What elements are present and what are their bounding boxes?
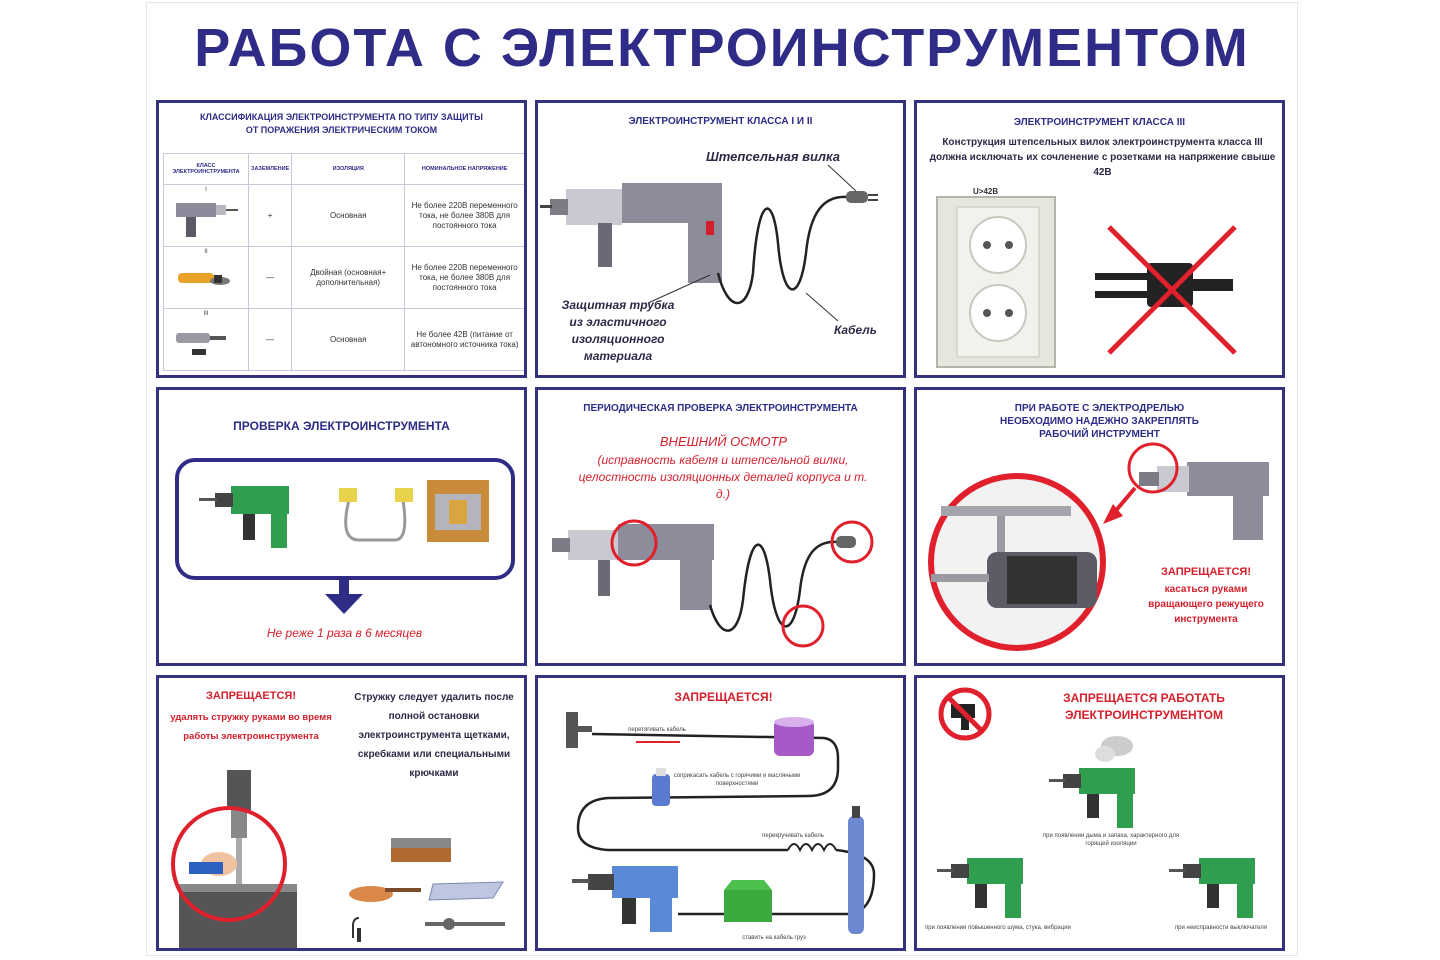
panel-class-3	[914, 100, 1285, 378]
table-header: ИЗОЛЯЦИЯ	[292, 154, 405, 185]
table-row	[164, 247, 525, 309]
caption-hot-surfaces: соприкасать кабель с горячими и масляными поверхностями	[673, 773, 801, 787]
forbidden-work-title: ЗАПРЕЩАЕТСЯ РАБОТАТЬ ЭЛЕКТРОИНСТРУМЕНТОМ	[1063, 691, 1225, 722]
ground-cell: —	[249, 247, 292, 309]
classification-table	[163, 153, 525, 371]
drill-check-illustration	[538, 390, 906, 666]
cable-misuse-illustration	[538, 678, 906, 951]
caption-pulling: перетягивать кабель	[628, 727, 686, 733]
voltage-cell: Не более 220В переменного тока, не более 380В для постоянного тока	[405, 247, 525, 309]
socket-label: U>42В	[973, 187, 999, 196]
socket-and-plug-illustration	[917, 103, 1285, 378]
prohibition-sign-icon	[941, 690, 989, 738]
cable-warning-heading: ЗАПРЕЩАЕТСЯ!	[674, 690, 773, 704]
page-title: РАБОТА С ЭЛЕКТРОИНСТРУМЕНТОМ	[194, 18, 1250, 78]
caption-weight: ставить на кабель груз	[742, 935, 806, 941]
panel-inspection	[156, 387, 527, 666]
poster	[146, 2, 1298, 956]
panel-classification-title: КЛАССИФИКАЦИЯ ЭЛЕКТРОИНСТРУМЕНТА ПО ТИПУ ЗАЩИТЫ ОТ ПОРАЖЕНИЯ ЭЛЕКТРИЧЕСКИМ ТОКОМ	[200, 112, 483, 135]
visual-inspection-details: (исправность кабеля и штепсельной вилки, целостность изоляционных деталей корпуса и т. д.)	[578, 453, 868, 501]
ground-cell: —	[249, 309, 292, 371]
drill-class-1-icon	[164, 185, 244, 245]
panel-periodic-check-title: ПЕРИОДИЧЕСКАЯ ПРОВЕРКА ЭЛЕКТРОИНСТРУМЕНТА	[583, 403, 858, 414]
panel-periodic-check	[535, 387, 906, 666]
class-cell	[164, 247, 249, 309]
panel-cable-rules	[535, 675, 906, 951]
table-header: ЗАЗЕМЛЕНИЕ	[249, 154, 292, 185]
chip-instruction: Стружку следует удалить после полной остановки электроинструмента щетками, скребками или специальными крючками	[354, 692, 514, 779]
inspection-equipment-illustration	[159, 390, 527, 666]
table-header-row	[164, 154, 525, 185]
panel-class-3-title: ЭЛЕКТРОИНСТРУМЕНТ КЛАССА III	[1013, 117, 1186, 128]
class-label: I	[205, 187, 207, 193]
panel-classification	[156, 100, 527, 378]
inspection-frequency: Не реже 1 раза в 6 месяцев	[266, 626, 423, 640]
chip-removal-illustration	[159, 678, 527, 951]
label-plug: Штепсельная вилка	[706, 149, 840, 164]
table-row	[164, 185, 525, 247]
grinder-class-2-icon	[164, 247, 244, 307]
tool-class-3-icon	[164, 309, 244, 369]
caption-twisting: перекручивать кабель	[762, 833, 824, 839]
label-cable: Кабель	[834, 323, 877, 337]
panel-drill-clamping	[914, 387, 1285, 666]
visual-inspection-heading: ВНЕШНИЙ ОСМОТР	[659, 434, 788, 449]
table-row	[164, 309, 525, 371]
voltage-cell: Не более 42В (питание от автономного источника тока)	[405, 309, 525, 371]
panel-class-1-2-title: ЭЛЕКТРОИНСТРУМЕНТ КЛАССА I И II	[628, 116, 813, 127]
class-cell	[164, 309, 249, 371]
caption-noise: при появлении повышенного шума, стука, вибрации	[925, 925, 1071, 931]
table-header: НОМИНАЛЬНОЕ НАПРЯЖЕНИЕ	[405, 154, 525, 185]
warning-text: касаться руками вращающего режущего инструмента	[1148, 584, 1264, 625]
forbidden-work-illustration	[917, 678, 1285, 951]
class-3-text: Конструкция штепсельных вилок электроинструмента класса III должна исключать их сочленение с розетками на напряжение свыше 42В	[929, 137, 1276, 178]
panel-forbidden-work	[914, 675, 1285, 951]
class-label: III	[203, 311, 209, 317]
warning-heading: ЗАПРЕЩАЕТСЯ!	[1161, 566, 1251, 578]
chip-warning-heading: ЗАПРЕЩАЕТСЯ!	[206, 690, 296, 702]
caption-switch: при неисправности выключателя	[1174, 925, 1268, 931]
insulation-cell: Двойная (основная+ дополнительная)	[292, 247, 405, 309]
panel-inspection-title: ПРОВЕРКА ЭЛЕКТРОИНСТРУМЕНТА	[233, 419, 450, 433]
panel-drill-clamping-title: ПРИ РАБОТЕ С ЭЛЕКТРОДРЕЛЬЮ НЕОБХОДИМО НАДЕЖНО ЗАКРЕПЛЯТЬ РАБОЧИЙ ИНСТРУМЕНТ	[1000, 403, 1199, 440]
insulation-cell: Основная	[292, 185, 405, 247]
ground-cell: +	[249, 185, 292, 247]
table-header: КЛАСС ЭЛЕКТРОИНСТРУМЕНТА	[164, 154, 249, 185]
label-tube: Защитная трубка из эластичного изоляционного материала	[561, 298, 675, 363]
chip-warning-text: удалять стружку руками во время работы электроинструмента	[170, 712, 332, 742]
panel-chip-removal	[156, 675, 527, 951]
voltage-cell: Не более 220В переменного тока, не более 380В для постоянного тока	[405, 185, 525, 247]
insulation-cell: Основная	[292, 309, 405, 371]
class-cell	[164, 185, 249, 247]
class-label: II	[204, 249, 208, 255]
caption-smoke: при появлении дыма и запаха, характерного для горящей изоляции	[1042, 833, 1180, 847]
panel-class-1-2	[535, 100, 906, 378]
